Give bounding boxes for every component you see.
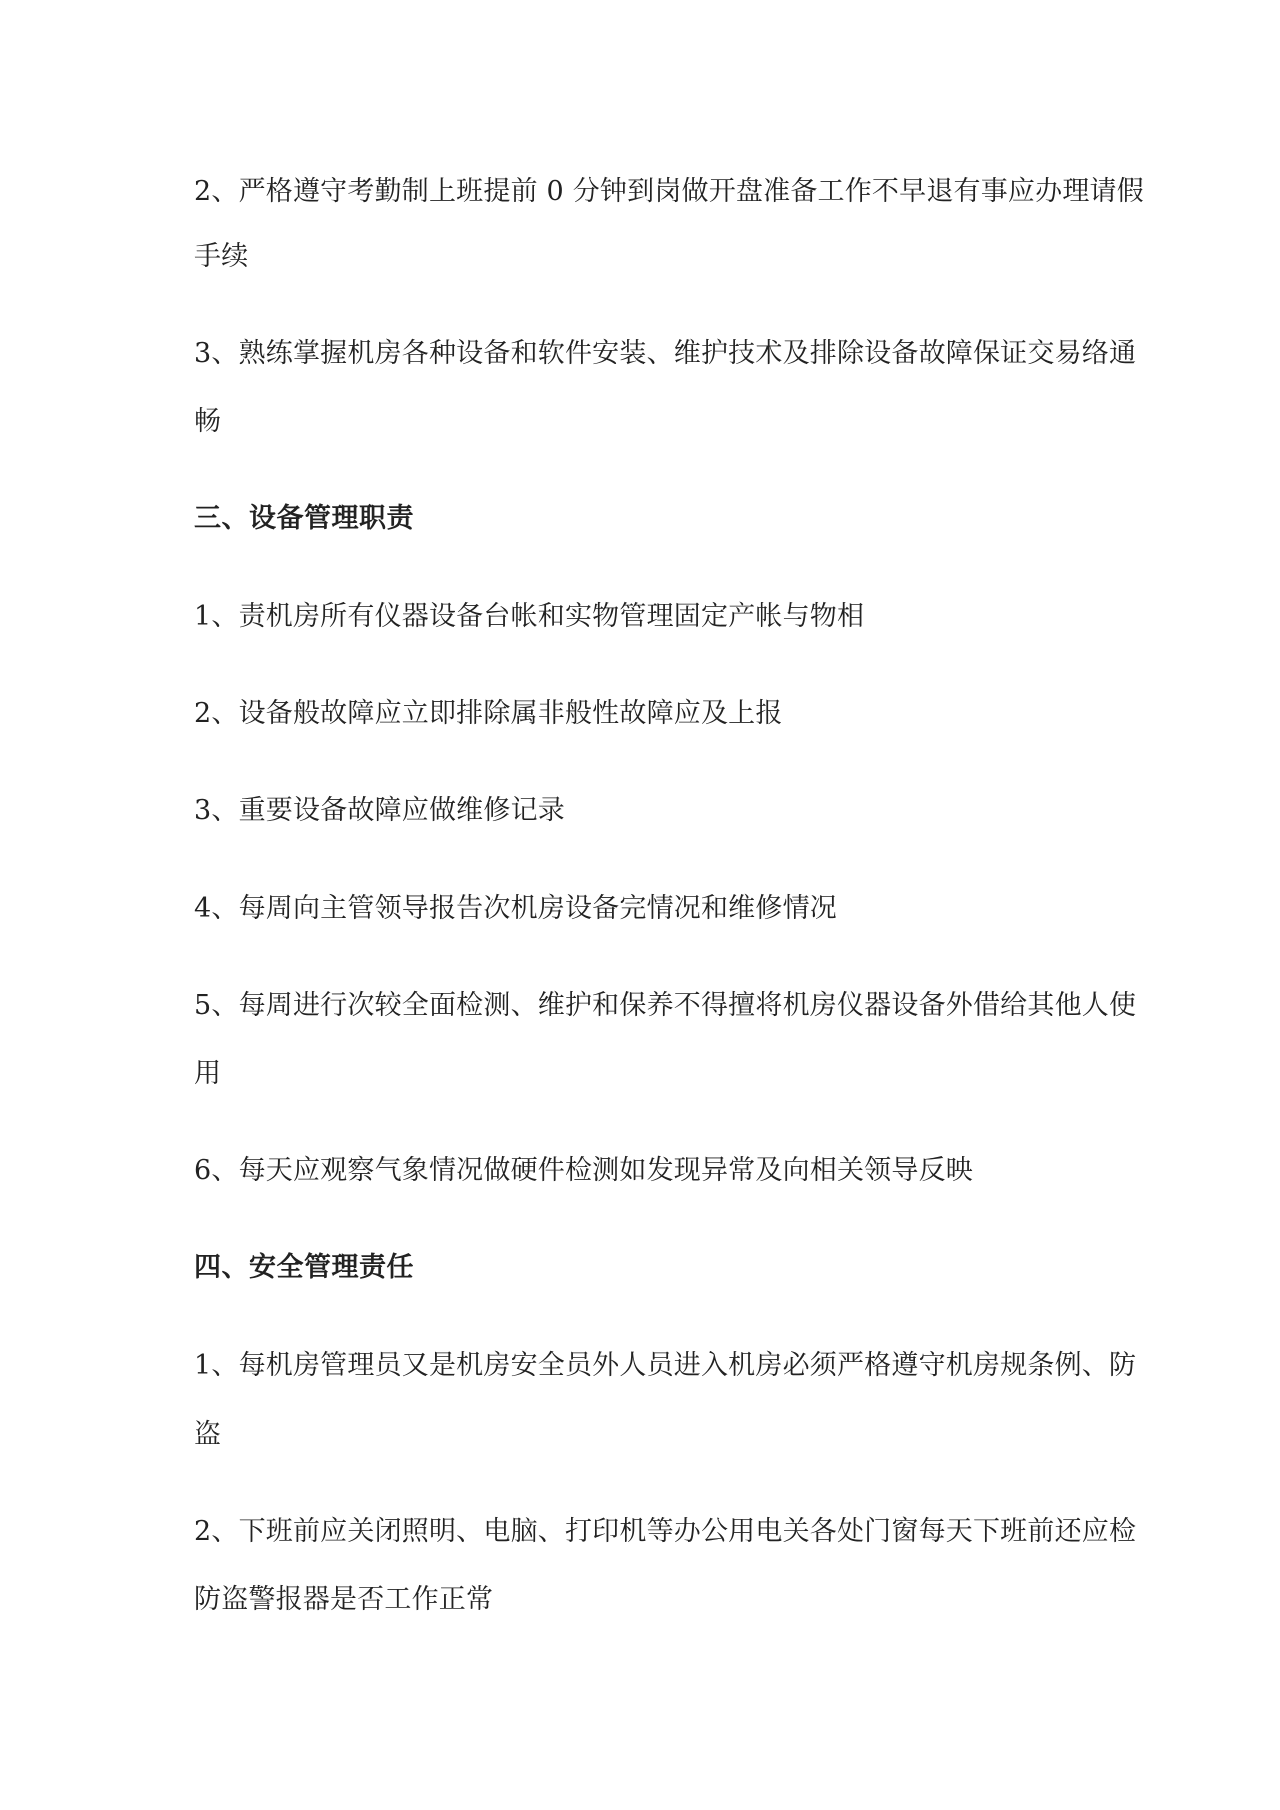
paragraph-line: 1、每机房管理员又是机房安全员外人员进入机房必须严格遵守机房规条例、防: [194, 1350, 1137, 1381]
section-heading: 四、安全管理责任: [194, 1252, 414, 1283]
paragraph-line: 2、下班前应关闭照明、电脑、打印机等办公用电关各处门窗每天下班前还应检: [194, 1516, 1137, 1547]
paragraph-line: 4、每周向主管领导报告次机房设备完情况和维修情况: [194, 893, 837, 924]
paragraph-line: 手续: [194, 241, 249, 272]
paragraph-line: 防盗警报器是否工作正常: [194, 1584, 494, 1615]
paragraph-line: 6、每天应观察气象情况做硬件检测如发现异常及向相关领导反映: [194, 1155, 973, 1186]
paragraph-line: 2、设备般故障应立即排除属非般性故障应及上报: [194, 698, 783, 729]
paragraph-line: 2、严格遵守考勤制上班提前 0 分钟到岗做开盘准备工作不早退有事应办理请假: [194, 176, 1144, 207]
paragraph-line: 畅: [194, 406, 222, 437]
paragraph-line: 1、责机房所有仪器设备台帐和实物管理固定产帐与物相: [194, 601, 865, 632]
paragraph-line: 3、重要设备故障应做维修记录: [194, 795, 565, 826]
paragraph-line: 用: [194, 1058, 222, 1089]
paragraph-line: 3、熟练掌握机房各种设备和软件安装、维护技术及排除设备故障保证交易络通: [194, 338, 1137, 369]
paragraph-line: 盗: [194, 1419, 222, 1450]
section-heading: 三、设备管理职责: [194, 503, 414, 534]
paragraph-line: 5、每周进行次较全面检测、维护和保养不得擅将机房仪器设备外借给其他人使: [194, 990, 1137, 1021]
